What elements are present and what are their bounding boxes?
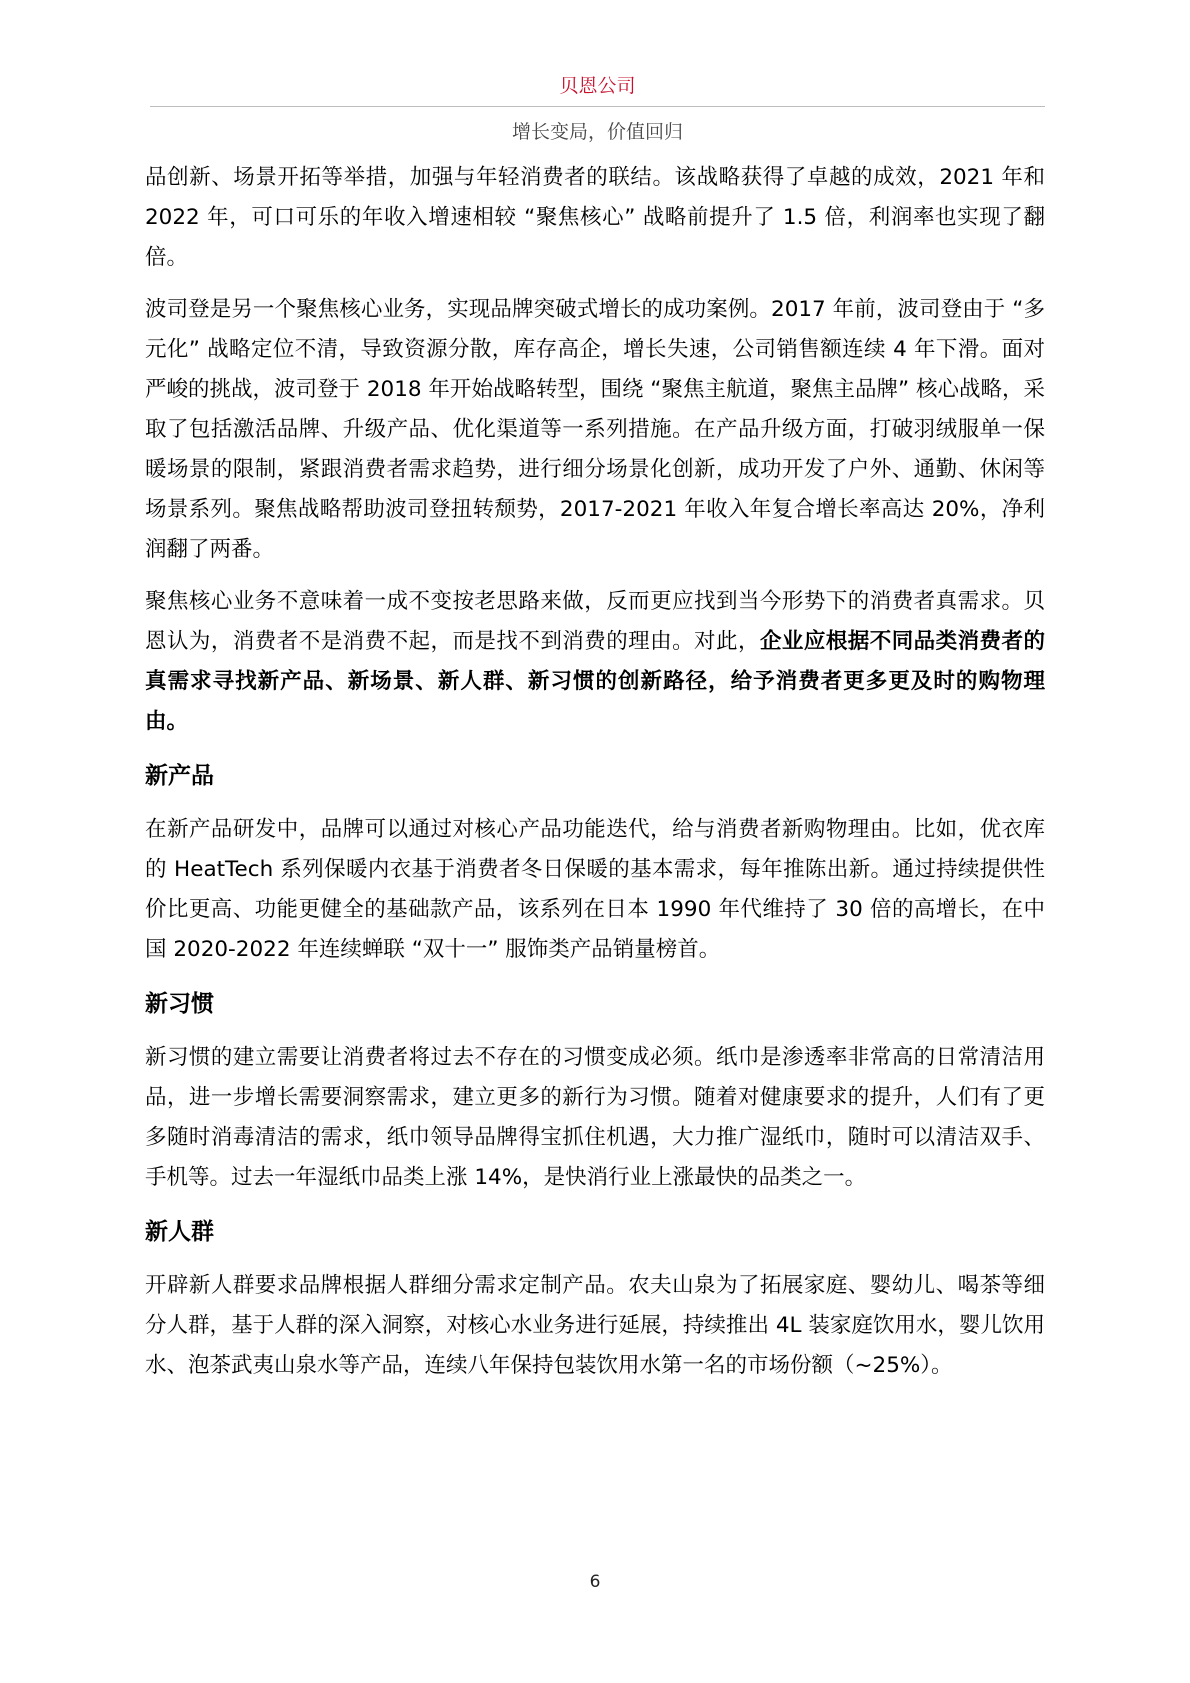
- page-number: 6: [589, 1572, 601, 1592]
- main-content: [145, 158, 1045, 1398]
- heading-new-people: 新人群: [145, 1219, 214, 1245]
- paragraph-new-product: 在新产品研发中，品牌可以通过对核心产品功能迭代，给与消费者新购物理由。比如，优衣库的 HeatTech 系列保暖内衣基于消费者冬日保暖的基本需求，每年推陈出新。通过持续提供性价比更高、功能更健全的基础款产品，该系列在日本 1990 年代维持了 30 倍的高增长，在中国 2020-2022 年连续蝉联 “双十一” 服饰类产品销量榜首。: [145, 817, 1045, 962]
- paragraph-core-business: [145, 582, 1045, 742]
- paragraph-bosideng: 波司登是另一个聚焦核心业务，实现品牌突破式增长的成功案例。2017 年前，波司登由于 “多元化” 战略定位不清，导致资源分散，库存高企，增长失速，公司销售额连续 4 年下滑。面对严峻的挑战，波司登于 2018 年开始战略转型，围绕 “聚焦主航道，聚焦主品牌” 核心战略，采取了包括激活品牌、升级产品、优化渠道等一系列措施。在产品升级方面，打破羽绒服单一保暖场景的限制，紧跟消费者需求趋势，进行细分场景化创新，成功开发了户外、通勤、休闲等场景系列。聚焦战略帮助波司登扭转颓势，2017-2021 年收入年复合增长率高达 20%，净利润翻了两番。: [145, 297, 1045, 562]
- page-header: [150, 72, 1045, 147]
- paragraph-new-habit: 新习惯的建立需要让消费者将过去不存在的习惯变成必须。纸巾是渗透率非常高的日常清洁用品，进一步增长需要洞察需求，建立更多的新行为习惯。随着对健康要求的提升，人们有了更多随时消毒清洁的需求，纸巾领导品牌得宝抓住机遇，大力推广湿纸巾，随时可以清洁双手、手机等。过去一年湿纸巾品类上涨 14%，是快消行业上涨最快的品类之一。: [145, 1045, 1045, 1190]
- paragraph-core-business-text: 聚焦核心业务不意味着一成不变按老思路来做，反而更应找到当今形势下的消费者真需求。贝恩认为，消费者不是消费不起，而是找不到消费的理由。对此，: [145, 589, 1045, 654]
- header-divider: [150, 106, 1045, 107]
- report-subtitle: 增长变局，价值回归: [511, 121, 683, 143]
- company-name: 贝恩公司: [559, 75, 636, 97]
- heading-new-habit: 新习惯: [145, 991, 214, 1017]
- heading-new-product: 新产品: [145, 763, 214, 789]
- paragraph-new-people: 开辟新人群要求品牌根据人群细分需求定制产品。农夫山泉为了拓展家庭、婴幼儿、喝茶等细分人群，基于人群的深入洞察，对核心水业务进行延展，持续推出 4L 装家庭饮用水，婴儿饮用水、泡茶武夷山泉水等产品，连续八年保持包装饮用水第一名的市场份额（~25%）。: [145, 1273, 1045, 1378]
- paragraph-coca-cola: 品创新、场景开拓等举措，加强与年轻消费者的联结。该战略获得了卓越的成效，2021 年和 2022 年，可口可乐的年收入增速相较 “聚焦核心” 战略前提升了 1.5 倍，利润率也实现了翻倍。: [145, 165, 1045, 270]
- paragraph-core-business-emphasis: 企业应根据不同品类消费者的真需求寻找新产品、新场景、新人群、新习惯的创新路径，给予消费者更多更及时的购物理由。: [145, 629, 1045, 734]
